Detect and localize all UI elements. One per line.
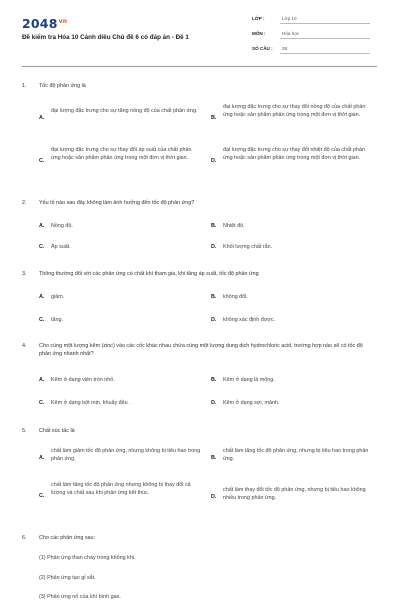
option-text: đại lượng đặc trưng cho sự thay đổi áp suất của chất phản ứng hoặc sản phẩm phản ứng trong một đơn vị thời gian. [51, 147, 192, 161]
option-text: Kẽm ở dạng sợi, mảnh. [223, 400, 280, 406]
option-text: đại lượng đặc trưng cho sự thay đổi nồng độ của chất phản ứng hoặc sản phẩm phản ứng trong một đơn vị thời gian. [223, 104, 366, 118]
info-value: Hóa học [282, 31, 300, 36]
question-text: Chất xúc tác là [39, 428, 75, 434]
logo-suffix: vn [58, 17, 68, 25]
question-text: Cho cùng một lượng kẽm (zinc) vào các cốc khác nhau chứa cùng một lượng dung dịch hydrochloric acid, trường hợp nào sẽ có tốc độ phản ứng nhanh nhất? [39, 343, 363, 357]
option-letter: D. [211, 244, 217, 250]
info-underline [280, 23, 370, 24]
option-letter: A. [39, 455, 45, 461]
option-letter: B. [211, 115, 217, 121]
site-logo[interactable] [22, 16, 67, 31]
info-underline [280, 53, 370, 54]
option-letter: B. [211, 294, 217, 300]
option-letter: A. [39, 377, 45, 383]
option-letter: B. [211, 223, 217, 229]
reaction-text: (2) Phản ứng tạo gỉ sắt. [39, 575, 96, 581]
page-title: Đề kiểm tra Hóa 10 Cánh diều Chủ đề 6 có đáp án - Đề 1 [22, 34, 189, 41]
info-label: SỐ CÂU : [252, 46, 273, 51]
option-text: không xác định được. [223, 317, 276, 323]
question-number: 5. [22, 428, 27, 434]
header-divider [22, 66, 377, 67]
option-letter: A. [39, 223, 45, 229]
option-text: Nhiệt độ. [223, 223, 245, 229]
question-number: 2. [22, 200, 27, 206]
question-number: 4. [22, 343, 27, 349]
option-letter: C. [39, 158, 45, 164]
question-text: Tốc độ phản ứng là [39, 83, 86, 89]
option-text: chất làm tăng tốc độ phản ứng, nhưng bị tiêu hao trong phản ứng. [223, 448, 369, 462]
option-text: đại lượng đặc trưng cho sự tăng nồng độ của chất phản ứng. [51, 108, 198, 114]
info-label: MÔN : [252, 31, 266, 36]
reaction-line-3 [39, 594, 339, 602]
option-letter: D. [211, 400, 217, 406]
info-value: Lớp 10 [282, 16, 297, 21]
option-text: Kẽm ở dạng lá mỏng. [223, 377, 275, 383]
option-letter: C. [39, 317, 45, 323]
reaction-text: (3) Phản ứng nổ của khí bình gas. [39, 594, 121, 600]
option-text: không đổi. [223, 294, 248, 300]
reaction-text: (1) Phản ứng than cháy trong không khí. [39, 555, 136, 561]
option-text: chất làm thay đổi tốc độ phản ứng, nhưng bị tiêu hao không nhiều trong phản ứng. [223, 487, 366, 501]
option-letter: C. [39, 400, 45, 406]
option-letter: D. [211, 317, 217, 323]
reaction-line-2 [39, 575, 339, 583]
question-number: 3. [22, 271, 27, 277]
option-text: đại lượng đặc trưng cho sự thay đổi nhiệt độ của chất phản ứng hoặc sản phẩm phản ứng trong một đơn vị thời gian. [223, 147, 366, 161]
option-text: Kẽm ở dạng viên tròn nhỏ. [51, 377, 115, 383]
option-letter: C. [39, 493, 45, 499]
option-letter: C. [39, 244, 45, 250]
info-label: LỚP : [252, 16, 265, 21]
option-letter: B. [211, 377, 217, 383]
logo-text: 2048 [22, 16, 58, 31]
option-text: chất làm tăng tốc độ phản ứng nhưng không bị thay đổi cả lượng và chất sau khi phản ứng kết thúc. [51, 482, 191, 496]
option-text: Nồng độ. [51, 223, 73, 229]
option-text: chất làm giảm tốc độ phản ứng, nhưng không bị tiêu hao trong phản ứng. [51, 448, 201, 462]
question-text: Thông thường đối với các phản ứng có chất khí tham gia, khi tăng áp suất, tốc độ phản ứng [39, 271, 259, 277]
option-text: Kẽm ở dạng bột mịn, khuấy đều . [51, 400, 131, 406]
reaction-line-1 [39, 555, 339, 563]
question-number: 6. [22, 535, 27, 541]
info-value: 28 [282, 46, 288, 51]
option-letter: A. [39, 294, 45, 300]
option-letter: D. [211, 494, 217, 500]
option-text: tăng. [51, 317, 63, 323]
question-number: 1. [22, 83, 27, 89]
option-letter: B. [211, 455, 217, 461]
question-text: Yếu tố nào sau đây không làm ảnh hưởng đến tốc độ phản ứng? [39, 200, 195, 206]
option-letter: A. [39, 115, 45, 121]
option-text: Khối lượng chất rắn. [223, 244, 273, 250]
option-letter: D. [211, 158, 217, 164]
option-text: giảm. [51, 294, 65, 300]
option-text: Áp suất. [51, 244, 71, 250]
info-underline [280, 38, 370, 39]
question-text: Cho các phản ứng sau: [39, 535, 96, 541]
